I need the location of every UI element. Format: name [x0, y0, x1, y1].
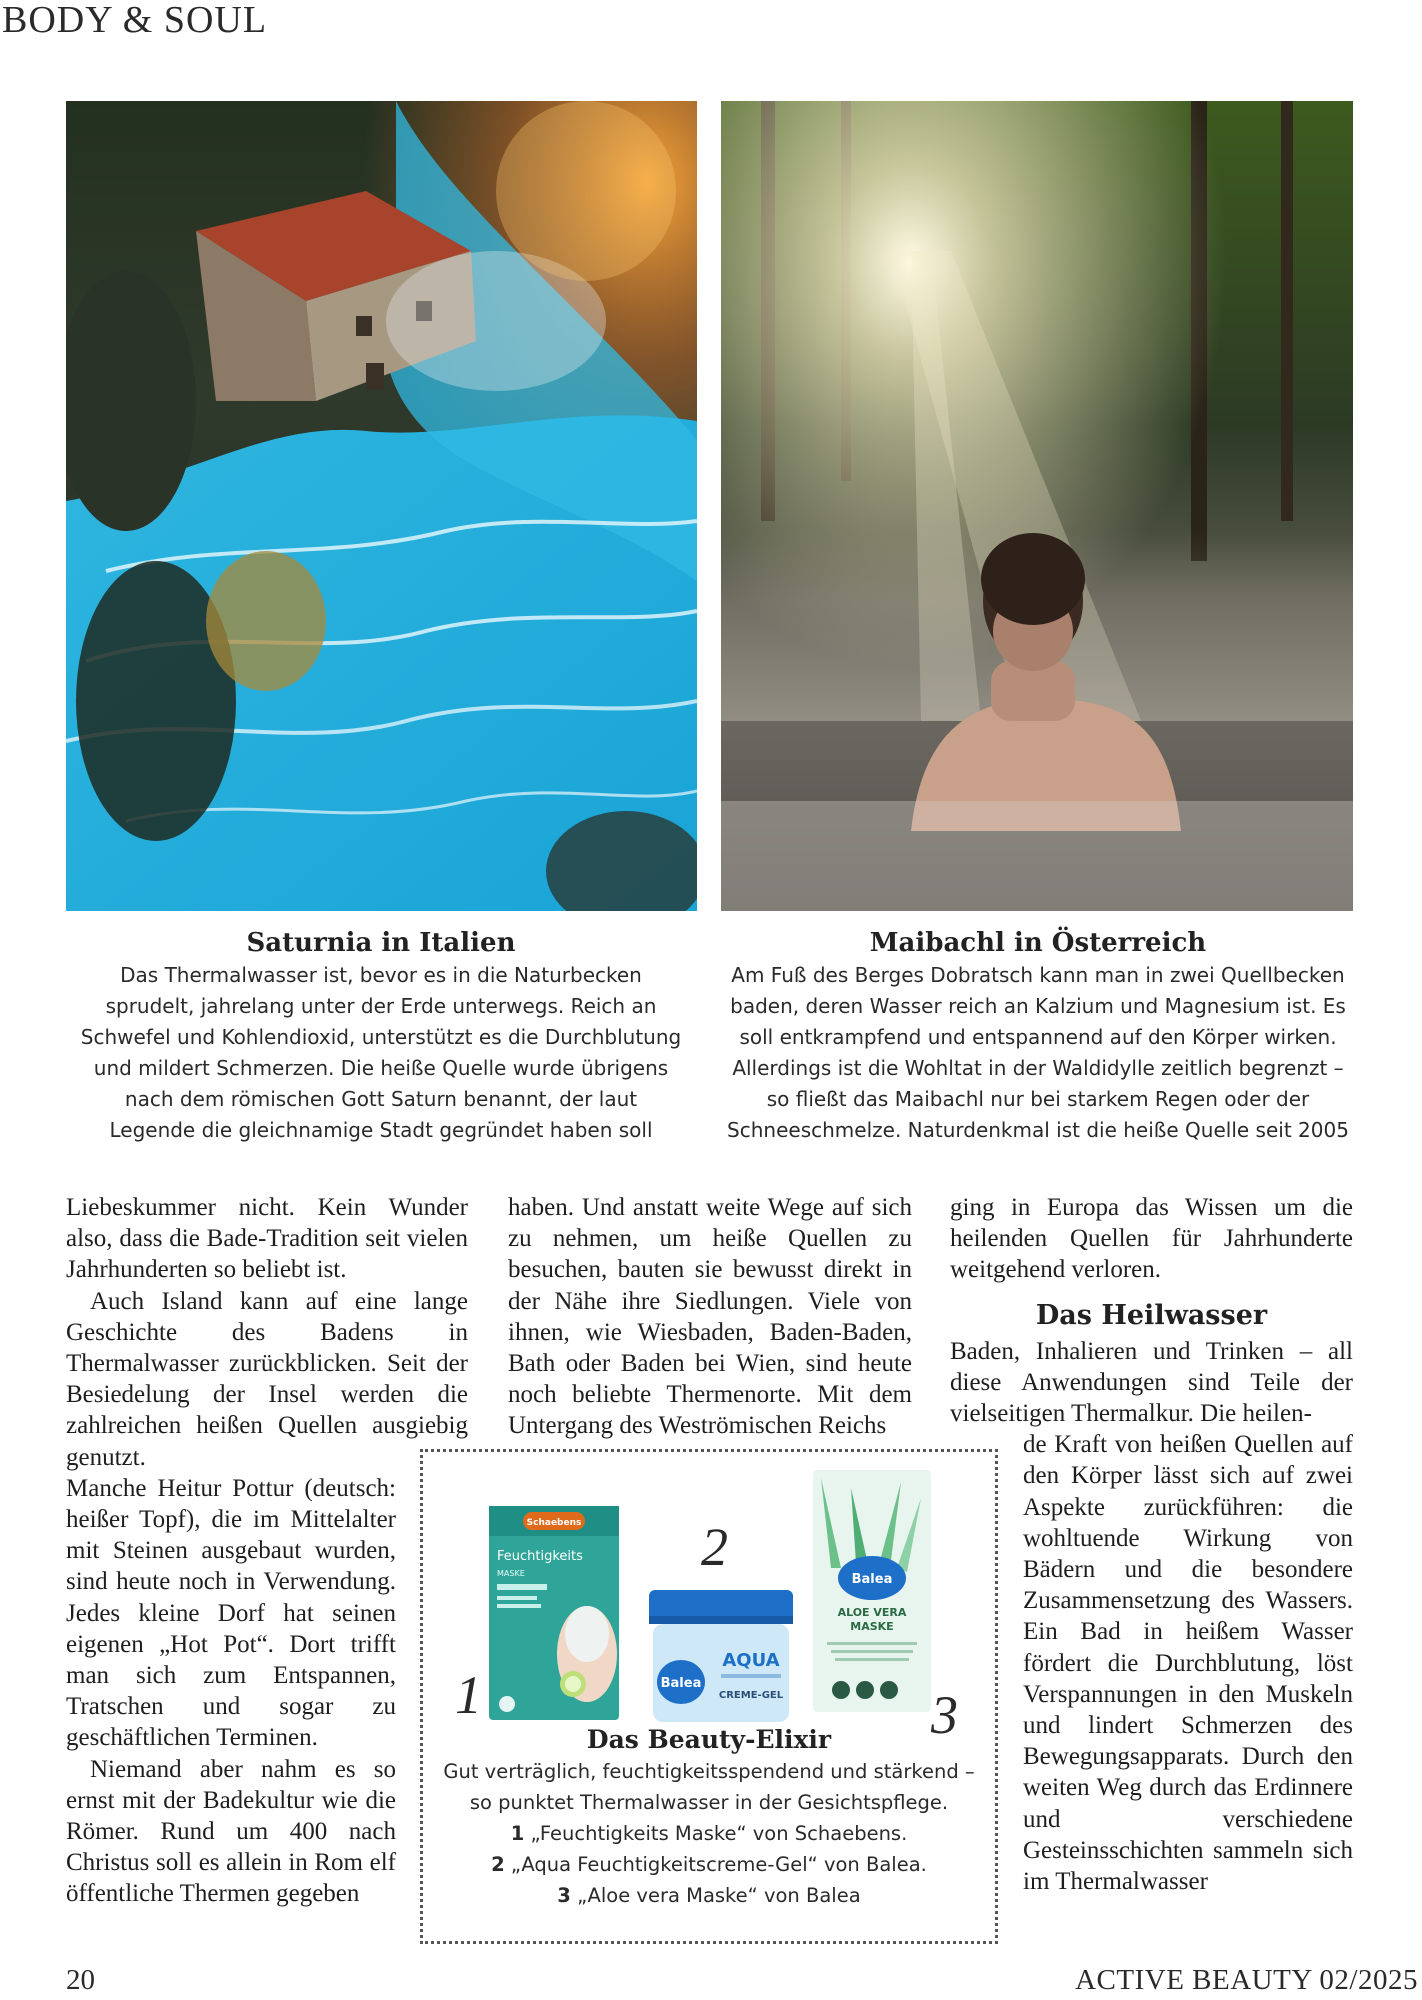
product-list-text: „Aqua Feuchtigkeitscreme-Gel“ von Balea.: [510, 1853, 927, 1876]
product-list-number: 3: [557, 1884, 571, 1907]
article-column-3: [950, 1192, 1353, 1897]
product-schaebens-mask: [487, 1504, 621, 1722]
body-paragraph: haben. Und anstatt weite Wege auf sich zu nehmen, um heiße Quellen zu besuchen, bauten sie bewusst direkt in der Nähe ihre Siedlungen. Viele von ihnen, wie Wiesbaden, Baden-Baden, Bath oder Baden bei Wien, sind heute noch beliebte Thermenorte. Mit dem Untergang des Weströmischen Reichs: [508, 1194, 912, 1440]
caption-line: sprudelt, jahrelang unter der Erde unterwegs. Reich an: [105, 994, 657, 1018]
body-paragraph: Auch Island kann auf eine lange Geschichte des Badens in Thermalwasser zurückblicken. Seit der Besiedelung der Insel werden die zahlreichen heißen Quellen ausgiebig genutzt.: [66, 1287, 468, 1471]
caption-line: Legende die gleichnamige Stadt gegründet haben soll: [109, 1118, 653, 1142]
svg-text:CREME-GEL: CREME-GEL: [718, 1690, 784, 1701]
article-column-2: [508, 1192, 912, 1442]
svg-text:ALOE VERA: ALOE VERA: [837, 1606, 907, 1619]
caption-line: soll entkrampfend und entspannend auf den Körper wirken.: [739, 1025, 1337, 1049]
caption-line: und mildert Schmerzen. Die heiße Quelle wurde übrigens: [93, 1056, 669, 1080]
product-balea-aloe-mask: [811, 1468, 933, 1714]
body-paragraph: Niemand aber nahm es so ernst mit der Badekultur wie die Römer. Rund um 400 nach Christus soll es allein in Rom elf öffentliche Thermen gegeben: [66, 1755, 396, 1908]
svg-text:MASKE: MASKE: [850, 1620, 894, 1633]
beauty-box-intro: so punktet Thermalwasser in der Gesichtspflege.: [469, 1791, 949, 1814]
body-paragraph: ging in Europa das Wissen um die heilenden Quellen für Jahrhunderte weitgehend verloren.: [950, 1194, 1353, 1284]
body-paragraph: Manche Heitur Pottur (deutsch: heißer Topf), die im Mittelalter mit Steinen ausgebaut wurden, sind heute noch in Verwendung. Jedes kleine Dorf hat seinen eigenen „Hot Pot“. Dort trifft man sich zum Entspannen, Tratschen und sogar zu geschäftlichen Terminen.: [66, 1474, 396, 1752]
product-balea-aqua-gel: [641, 1586, 801, 1726]
beauty-box-text: [423, 1724, 995, 1911]
magazine-issue: ACTIVE BEAUTY 02/2025: [1075, 1964, 1418, 1996]
svg-text:Schaebens: Schaebens: [526, 1518, 582, 1528]
body-paragraph: de Kraft von heißen Quellen auf den Körper lässt sich auf zwei Aspekte zurückführen: die wohltuende Wirkung von Bädern und die besondere Zusammensetzung des Wassers. Ein Bad in heißem Wasser fördert die Durchblutung, löst Verspannungen in den Muskeln und lindert Schmerzen des Bewegungsapparats. Durch den weiten Weg durch das Erdinnere und verschiedene Gesteinsschichten sammeln sich im Thermalwasser: [1023, 1431, 1353, 1896]
body-paragraph: Baden, Inhalieren und Trinken – all diese Anwendungen sind Teile der vielseitigen Thermalkur. Die heilen-: [950, 1337, 1353, 1428]
caption-line: baden, deren Wasser reich an Kalzium und Magnesium ist. Es: [730, 994, 1346, 1018]
caption-title: Saturnia in Italien: [246, 928, 516, 958]
svg-text:MASKE: MASKE: [497, 1569, 525, 1578]
caption-line: Das Thermalwasser ist, bevor es in die Naturbecken: [120, 963, 642, 987]
product-list-text: „Aloe vera Maske“ von Balea: [577, 1884, 861, 1907]
product-list-number: 1: [510, 1822, 525, 1845]
caption-line: Allerdings ist die Wohltat in der Waldidylle zeitlich begrenzt –: [732, 1056, 1344, 1080]
caption-title: Maibachl in Österreich: [869, 928, 1207, 958]
product-list-item: [423, 1849, 995, 1880]
mask-sachet-image: [487, 1504, 621, 1722]
svg-text:AQUA: AQUA: [722, 1650, 780, 1671]
beauty-box-intro: Gut verträglich, feuchtigkeitsspendend und stärkend –: [443, 1760, 975, 1783]
body-paragraph: Liebeskummer nicht. Kein Wunder also, dass die Bade-Tradition seit vielen Jahrhunderten so beliebt ist.: [66, 1194, 468, 1284]
svg-text:Balea: Balea: [660, 1676, 702, 1691]
product-list-item: [423, 1818, 995, 1849]
caption-maibachl: [712, 926, 1364, 1146]
svg-text:Feuchtigkeits: Feuchtigkeits: [497, 1549, 583, 1564]
caption-line: Schneeschmelze. Naturdenkmal ist die heiße Quelle seit 2005: [727, 1118, 1349, 1142]
beauty-elixir-box: [420, 1449, 998, 1944]
caption-line: nach dem römischen Gott Saturn benannt, der laut: [124, 1087, 638, 1111]
product-number: 2: [701, 1517, 728, 1577]
svg-text:Balea: Balea: [851, 1572, 893, 1587]
caption-line: Am Fuß des Berges Dobratsch kann man in zwei Quellbecken: [731, 963, 1345, 987]
saturnia-photo: [66, 101, 697, 911]
section-label: BODY & SOUL: [2, 0, 268, 41]
product-list-number: 2: [491, 1853, 505, 1876]
article-column-1: [66, 1192, 468, 1910]
caption-line: so fließt das Maibachl nur bei starkem Regen oder der: [766, 1087, 1310, 1111]
hot-spring-terraces-photo: [66, 101, 697, 911]
product-number: 3: [931, 1685, 958, 1745]
woman-in-forest-spring-photo: [721, 101, 1353, 911]
caption-saturnia: [60, 926, 702, 1146]
product-number: 1: [455, 1665, 482, 1725]
product-list-text: „Feuchtigkeits Maske“ von Schaebens.: [530, 1822, 908, 1845]
product-list-item: [423, 1880, 995, 1911]
aloe-mask-sachet-image: [811, 1468, 933, 1714]
caption-line: Schwefel und Kohlendioxid, unterstützt es die Durchblutung: [80, 1025, 682, 1049]
beauty-box-title: Das Beauty-Elixir: [586, 1725, 832, 1754]
section-heading: Das Heilwasser: [1035, 1299, 1268, 1331]
page-number: 20: [66, 1964, 95, 1996]
cream-jar-image: [641, 1586, 801, 1726]
maibachl-photo: [721, 101, 1353, 911]
